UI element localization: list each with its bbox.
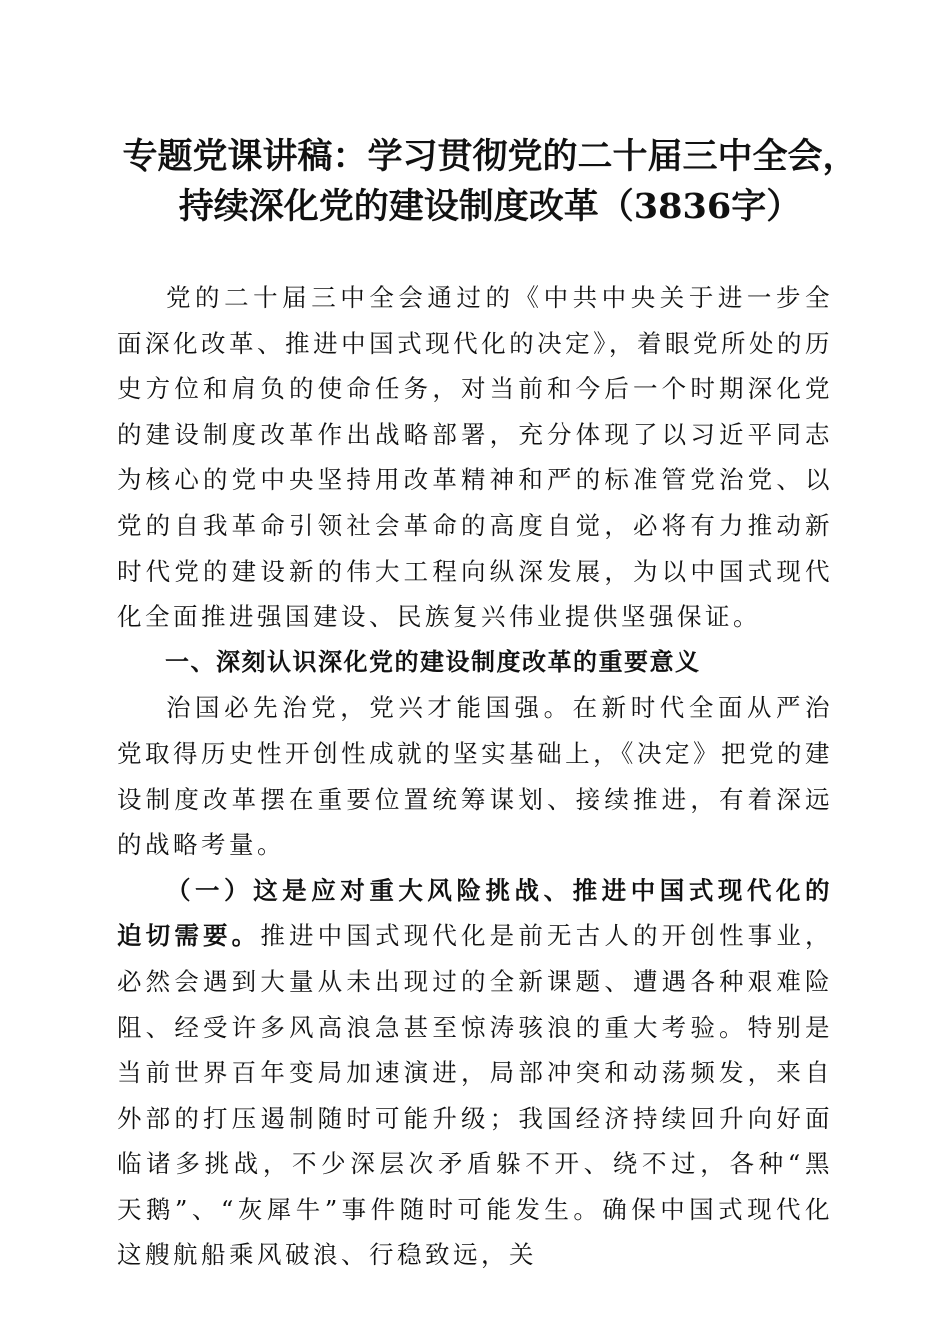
title-line-2: 持续深化党的建设制度改革（3836字） [178,186,802,227]
section-1-paragraph: 治国必先治党，党兴才能国强。在新时代全面从严治党取得历史性开创性成就的坚实基础上，《决定》把党的建设制度改革摆在重要位置统筹谋划、接续推进，有着深远的战略考量。 [117,693,833,860]
section-heading-1: 一、深刻认识深化党的建设制度改革的重要意义 [165,647,701,676]
subsection-1-paragraph [117,868,833,1278]
document-title [110,132,870,232]
title-line-1: 专题党课讲稿：学习贯彻党的二十届三中全会， [122,136,858,177]
subsection-1-lead: （一）这是应对重大风险挑战、推进中国式现代化的迫切需要。 [117,875,833,951]
document-body [117,275,833,1278]
intro-paragraph: 党的二十届三中全会通过的《中共中央关于进一步全面深化改革、推进中国式现代化的决定》，着眼党所处的历史方位和肩负的使命任务，对当前和今后一个时期深化党的建设制度改革作出战略部署，充分体现了以习近平同志为核心的党中央坚持用改革精神和严的标准管党治党、以党的自我革命引领社会革命的高度自觉，必将有力推动新时代党的建设新的伟大工程向纵深发展，为以中国式现代化全面推进强国建设、民族复兴伟业提供坚强保证。 [117,283,833,632]
subsection-1-text: 推进中国式现代化是前无古人的开创性事业，必然会遇到大量从未出现过的全新课题、遭遇各种艰难险阻、经受许多风高浪急甚至惊涛骇浪的重大考验。特别是当前世界百年变局加速演进，局部冲突和动荡频发，来自外部的打压遏制随时可能升级；我国经济持续回升向好面临诸多挑战，不少深层次矛盾躲不开、绕不过，各种“黑天鹅”、“灰犀牛”事件随时可能发生。确保中国式现代化这艘航船乘风破浪、行稳致远，关 [117,921,834,1270]
